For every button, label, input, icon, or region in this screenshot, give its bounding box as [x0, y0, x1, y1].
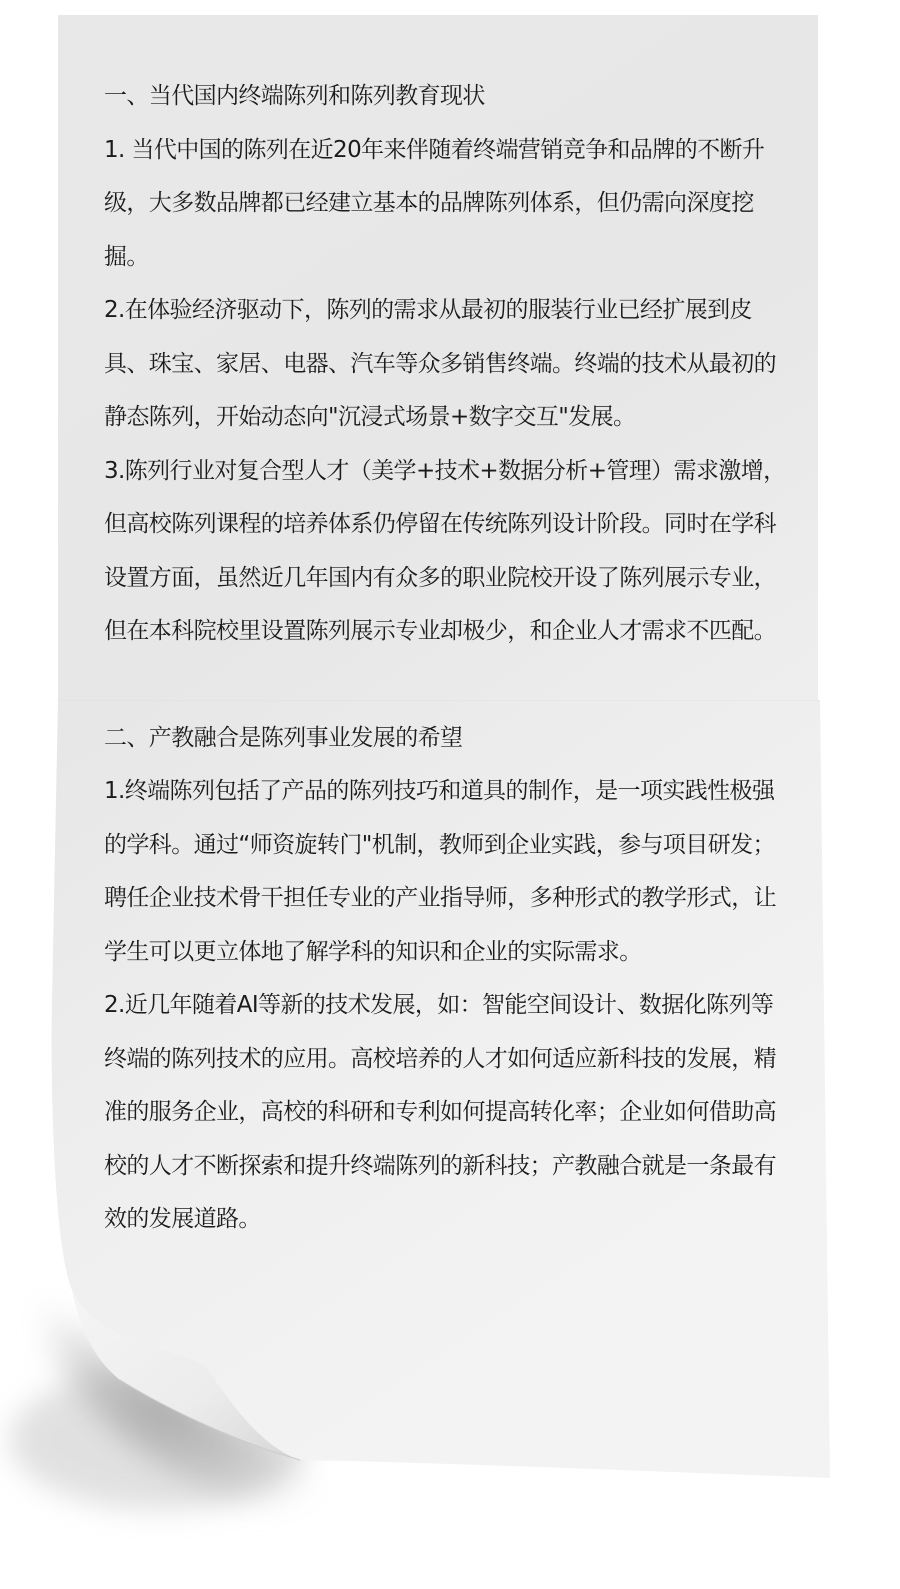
paragraph: 2.在体验经济驱动下，陈列的需求从最初的服装行业已经扩展到皮具、珠宝、家居、电器、汽车等众多销售终端。终端的技术从最初的静态陈列，开始动态向"沉浸式场景+数字交互"发展。	[104, 297, 777, 430]
section-title: 二、产教融合是陈列事业发展的希望	[104, 724, 463, 751]
section-title: 一、当代国内终端陈列和陈列教育现状	[104, 83, 485, 109]
paragraph: 1. 当代中国的陈列在近20年来伴随着终端营销竞争和品牌的不断升级，大多数品牌都已经建立基本的品牌陈列体系，但仍需向深度挖掘。	[104, 136, 765, 270]
document-body	[104, 70, 794, 1247]
paragraph: 2.近几年随着AI等新的技术发展，如：智能空间设计、数据化陈列等终端的陈列技术的应用。高校培养的人才如何适应新科技的发展，精准的服务企业，高校的科研和专利如何提高转化率；企业如何借助高校的人才不断探索和提升终端陈列的新科技；产教融合就是一条最有效的发展道路。	[104, 992, 777, 1232]
paragraph: 1.终端陈列包括了产品的陈列技巧和道具的制作，是一项实践性极强的学科。通过“师资旋转门"机制，教师到企业实践，参与项目研发；聘任企业技术骨干担任专业的产业指导师，多种形式的教学形式，让学生可以更立体地了解学科的知识和企业的实际需求。	[104, 778, 777, 965]
section-current-status	[104, 70, 794, 659]
section-spacer	[104, 659, 794, 712]
section-industry-education	[104, 712, 794, 1247]
paragraph: 3.陈列行业对复合型人才（美学+技术+数据分析+管理）需求激增，但高校陈列课程的培养体系仍停留在传统陈列设计阶段。同时在学科设置方面，虽然近几年国内有众多的职业院校开设了陈列展示专业，但在本科院校里设置陈列展示专业却极少，和企业人才需求不匹配。	[104, 457, 786, 644]
